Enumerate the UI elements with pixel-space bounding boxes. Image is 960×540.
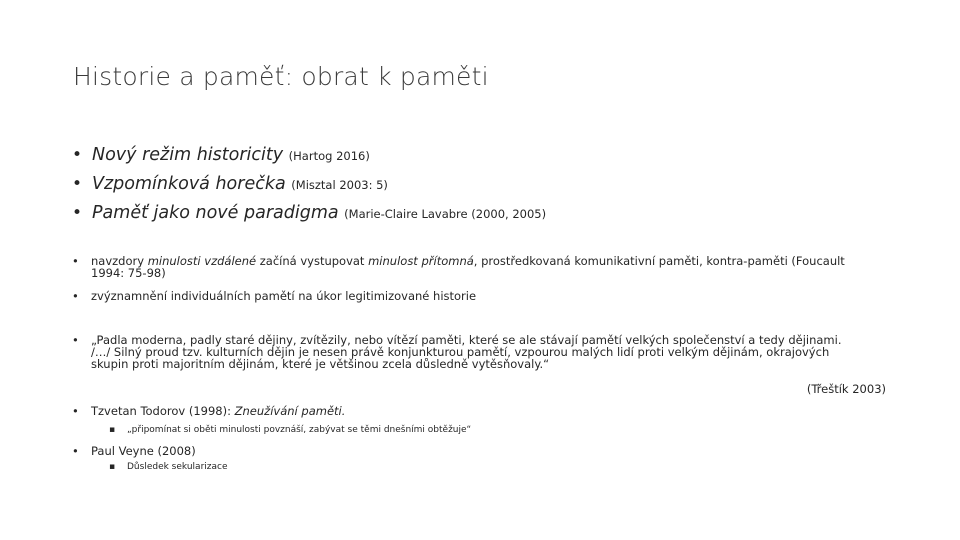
sub-bullet-veyne	[109, 462, 228, 472]
bullet-marker: •	[72, 174, 83, 194]
bullet-text: zvýznamnění individuálních pamětí na úkor legitimizované historie	[91, 289, 477, 303]
bullet-marker: •	[72, 289, 79, 303]
bullet-quote	[72, 333, 842, 371]
bullet-veyne	[72, 444, 196, 458]
sub-bullet-text: „připomínat si oběti minulosti povznáší, zabývat se těmi dnešními obtěžuje“	[127, 425, 472, 435]
bullet-present-past	[72, 254, 845, 280]
bullet-main: Nový režim historicity	[92, 145, 284, 165]
bullet-marker: •	[72, 404, 79, 418]
bullet-individual-memories	[72, 289, 477, 303]
text-segment: Tzvetan Todorov (1998):	[91, 404, 235, 418]
bullet-cite: (Marie-Claire Lavabre (2000, 2005)	[344, 207, 547, 221]
quote-line-2: /…/ Silný proud tzv. kulturních dějin je nesen právě konjunkturou pamětí, vzpourou malých lidí proti velkým dějinám, okrajových	[91, 345, 830, 359]
text-segment: , prostředkovaná komunikativní paměti, kontra-paměti (Foucault	[473, 254, 845, 268]
text-segment: navzdory	[91, 254, 148, 268]
bullet-main: Vzpomínková horečka	[92, 174, 286, 194]
bullet-regime-historicity	[72, 145, 370, 165]
bullet-text: Paul Veyne (2008)	[91, 444, 196, 458]
quote-line-1: „Padla moderna, padly staré dějiny, zvítězily, nebo vítězí paměti, které se ale stávají pamětí velkých společenství a tedy dějinami.	[91, 333, 842, 347]
bullet-todorov	[72, 404, 346, 418]
text-segment: začíná vystupovat	[256, 254, 369, 268]
bullet-marker: •	[72, 145, 83, 165]
quote-source: (Třeštík 2003)	[806, 382, 886, 396]
sub-bullet-todorov	[109, 425, 472, 435]
text-line-2: 1994: 75-98)	[91, 266, 166, 280]
bullet-cite: (Misztal 2003: 5)	[291, 178, 388, 192]
bullet-marker: •	[72, 254, 79, 268]
sub-bullet-marker: ▪	[109, 425, 116, 435]
text-italic: minulost přítomná	[368, 254, 474, 268]
bullet-memory-fever	[72, 174, 388, 194]
text-italic: Zneužívání paměti.	[234, 404, 346, 418]
bullet-marker: •	[72, 203, 83, 223]
bullet-cite: (Hartog 2016)	[288, 149, 370, 163]
bullet-marker: •	[72, 333, 79, 347]
sub-bullet-text: Důsledek sekularizace	[127, 462, 228, 472]
bullet-marker: •	[72, 444, 79, 458]
quote-line-3: skupin proti majoritním dějinám, které je většinou zcela důsledně vytěsňovaly.“	[91, 357, 550, 371]
sub-bullet-marker: ▪	[109, 462, 116, 472]
slide-title: Historie a paměť: obrat k paměti	[73, 62, 489, 91]
bullet-memory-paradigm	[72, 203, 547, 223]
text-italic: minulosti vzdálené	[147, 254, 257, 268]
bullet-main: Paměť jako nové paradigma	[92, 203, 339, 223]
